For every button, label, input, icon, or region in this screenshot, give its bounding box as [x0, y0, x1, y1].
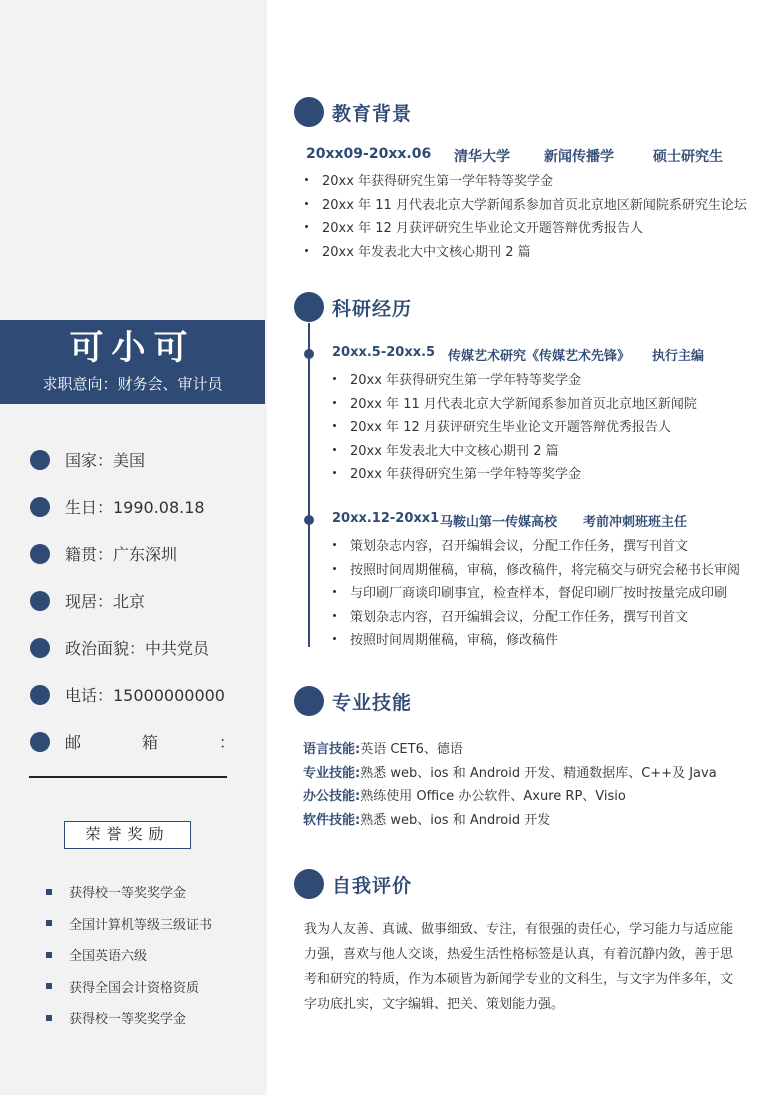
job-period: 20xx.12-20xx1 — [332, 511, 440, 526]
name-banner — [0, 320, 265, 404]
section-title: 教育背景 — [332, 102, 413, 125]
square-bullet-icon — [46, 889, 52, 895]
section-dot-icon — [294, 292, 324, 322]
info-hometown: 籍贯：广东深圳 — [65, 545, 178, 564]
section-evaluation — [294, 869, 412, 899]
info-item — [30, 577, 240, 624]
bullet-dot-icon — [30, 732, 50, 752]
timeline-dot-icon — [304, 349, 314, 359]
section-research — [294, 292, 412, 322]
honors-list — [46, 876, 212, 1034]
bullet-dot-icon — [30, 685, 50, 705]
section-dot-icon — [294, 869, 324, 899]
list-item: 与印刷厂商谈印刷事宜，检查样本，督促印刷厂按时按量完成印刷 — [333, 580, 740, 604]
job-items — [333, 533, 740, 651]
list-item: 策划杂志内容，召开编辑会议，分配工作任务，撰写刊首文 — [333, 533, 740, 557]
list-item: 全国英语六级 — [46, 939, 212, 971]
section-title: 专业技能 — [332, 691, 413, 714]
list-item: 获得校一等奖奖学金 — [46, 1002, 212, 1034]
timeline-line — [308, 323, 310, 647]
list-item: 获得全国会计资格资质 — [46, 971, 212, 1003]
job-role: 考前冲刺班班主任 — [583, 515, 688, 530]
list-item: 20xx 年发表北大中文核心期刊 2 篇 — [305, 239, 747, 263]
info-political: 政治面貌：中共党员 — [65, 639, 210, 658]
list-item: 获得校一等奖奖学金 — [46, 876, 212, 908]
info-email: 邮 箱 ： — [65, 733, 235, 752]
self-evaluation-text: 我为人友善、真诚、做事细致、专注，有很强的责任心，学习能力与适应能力强，喜欢与他人交谈，热爱生活性格标签是认真，有着沉静内敛，善于思考和研究的特质，作为本硕皆为新闻学专业的文科生，与文字为伴多年，文字功底扎实，文字编辑、把关、策划能力强。 — [304, 922, 734, 1012]
education-items — [305, 168, 747, 262]
candidate-name: 可小可 — [69, 328, 196, 368]
list-item: 策划杂志内容，召开编辑会议，分配工作任务，撰写刊首文 — [333, 604, 740, 628]
edu-school: 清华大学 — [454, 149, 510, 165]
job-intent: 求职意向：财务会、审计员 — [42, 375, 223, 393]
bullet-dot-icon — [30, 497, 50, 517]
job-items — [333, 367, 697, 485]
square-bullet-icon — [46, 983, 52, 989]
list-item: 全国计算机等级三级证书 — [46, 908, 212, 940]
bullet-dot-icon — [30, 638, 50, 658]
job-org: 马鞍山第一传媒高校 — [440, 515, 558, 530]
info-item — [30, 718, 240, 765]
honors-title: 荣誉奖励 — [64, 821, 191, 849]
list-item: 按照时间周期催稿，审稿，修改稿件，将完稿交与研究会秘书长审阅 — [333, 557, 740, 581]
list-item: 20xx 年 12 月获评研究生毕业论文开题答辩优秀报告人 — [333, 414, 697, 438]
list-item: 20xx 年发表北大中文核心期刊 2 篇 — [333, 438, 697, 462]
info-item — [30, 483, 240, 530]
square-bullet-icon — [46, 920, 52, 926]
job-org: 传媒艺术研究《传媒艺术先锋》 — [448, 349, 631, 364]
info-item — [30, 624, 240, 671]
section-dot-icon — [294, 686, 324, 716]
job-period: 20xx.5-20xx.5 — [332, 345, 436, 360]
bullet-dot-icon — [30, 591, 50, 611]
list-item: 按照时间周期催稿，审稿，修改稿件 — [333, 627, 740, 651]
info-residence: 现居：北京 — [65, 592, 146, 611]
skill-item: 软件技能: 熟悉 web、ios 和 Android 开发 — [303, 812, 551, 828]
skill-item: 语言技能: 英语 CET6、德语 — [303, 742, 463, 758]
info-item — [30, 436, 240, 483]
timeline-dot-icon — [304, 515, 314, 525]
info-birthday: 生日：1990.08.18 — [65, 498, 205, 517]
info-phone: 电话：15000000000 — [65, 686, 225, 705]
divider — [29, 776, 227, 778]
info-item — [30, 530, 240, 577]
info-item — [30, 671, 240, 718]
section-skills — [294, 686, 412, 716]
bullet-dot-icon — [30, 450, 50, 470]
skill-item: 办公技能: 熟练使用 Office 办公软件、Axure RP、Visio — [303, 789, 626, 805]
section-title: 自我评价 — [332, 874, 413, 897]
section-title: 科研经历 — [332, 297, 413, 320]
square-bullet-icon — [46, 1015, 52, 1021]
edu-period: 20xx09-20xx.06 — [306, 146, 432, 162]
skill-item: 专业技能: 熟悉 web、ios 和 Android 开发、精通数据库、C++及 Java — [303, 765, 717, 781]
edu-major: 新闻传播学 — [544, 149, 614, 165]
edu-degree: 硕士研究生 — [653, 149, 723, 165]
info-country: 国家：美国 — [65, 451, 146, 470]
job-role: 执行主编 — [652, 349, 705, 364]
list-item: 20xx 年获得研究生第一学年特等奖学金 — [305, 168, 747, 192]
personal-info-list — [30, 436, 240, 765]
list-item: 20xx 年获得研究生第一学年特等奖学金 — [333, 461, 697, 485]
square-bullet-icon — [46, 952, 52, 958]
section-dot-icon — [294, 97, 324, 127]
list-item: 20xx 年获得研究生第一学年特等奖学金 — [333, 367, 697, 391]
section-education — [294, 97, 412, 127]
bullet-dot-icon — [30, 544, 50, 564]
skills-list — [303, 736, 717, 830]
list-item: 20xx 年 11 月代表北京大学新闻系参加首页北京地区新闻院 — [333, 391, 697, 415]
list-item: 20xx 年 11 月代表北京大学新闻系参加首页北京地区新闻院系研究生论坛 — [305, 192, 747, 216]
list-item: 20xx 年 12 月获评研究生毕业论文开题答辩优秀报告人 — [305, 215, 747, 239]
